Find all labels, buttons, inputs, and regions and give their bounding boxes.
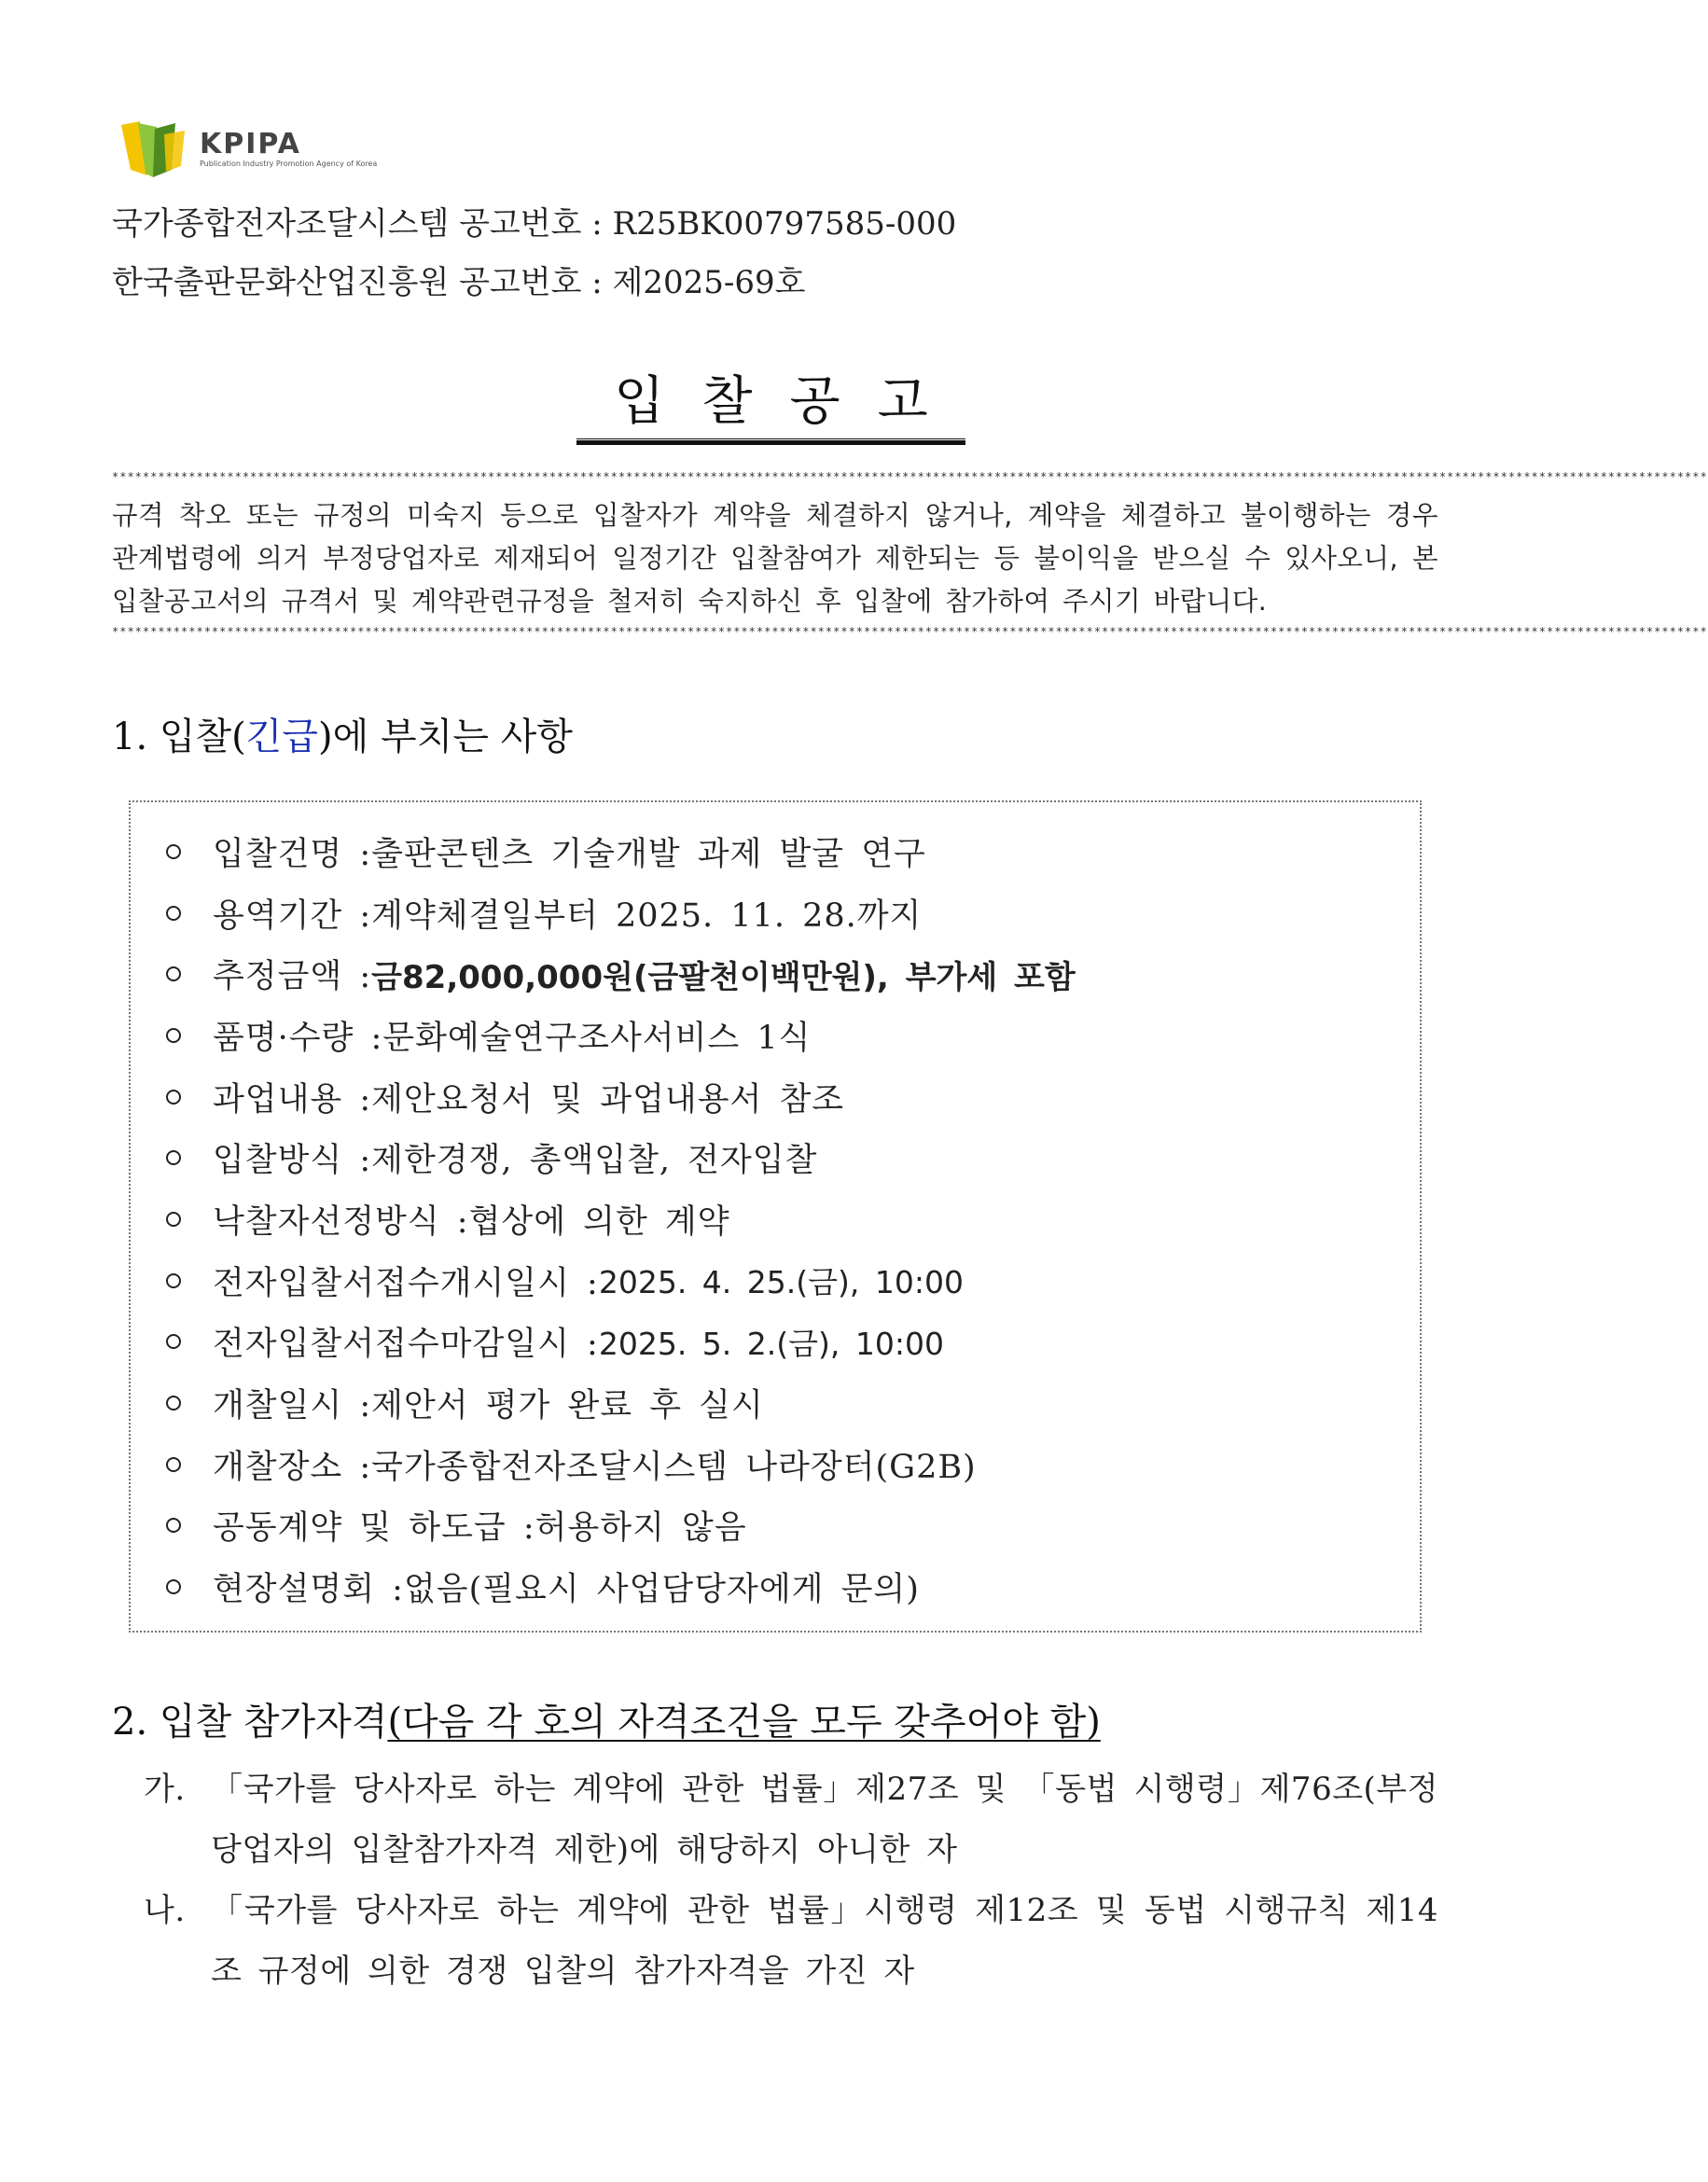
warning-paragraph: 규격 착오 또는 규정의 미숙지 등으로 입찰자가 계약을 체결하지 않거나, 계약을 체결하고 불이행하는 경우 관계법령에 의거 부정당업자로 제재되어 일정기간 입찰참여가 제한되는 등 불이익을 받으실 수 있사오니, 본 입찰공고서의 규격서 및 계약관련규정을 철저히 숙지하신 후 입찰에 참가하여 주시기 바랍니다. [112,500,1438,617]
circle-bullet-icon [166,906,181,921]
list-item: 나. 「국가를 당사자로 하는 계약에 관한 법률」시행령 제12조 및 동법 시행규칙 제14조 규정에 의한 경쟁 입찰의 참가자격을 가진 자 [112,1881,1438,2002]
circle-bullet-icon [166,1212,181,1227]
list-item: 공동계약 및 하도급 : 허용하지 않음 [166,1495,1076,1557]
circle-bullet-icon [166,1150,181,1165]
circle-bullet-icon [166,1579,181,1594]
kpipa-book-icon [119,119,192,179]
list-item: 개찰일시 : 제안서 평가 완료 후 실시 [166,1372,1076,1434]
list-item: 전자입찰서접수마감일시 : 2025. 5. 2.(금), 10:00 [166,1312,1076,1373]
star-divider-bottom: **************************************************************************************************************************************************************************************************************** [112,625,1708,638]
kpipa-notice-number: 한국출판문화산업진흥원 공고번호 : 제2025-69호 [112,264,806,301]
logo-subtitle: Publication Industry Promotion Agency of Korea [200,160,378,168]
circle-bullet-icon [166,1457,181,1472]
list-marker: 가. [144,1771,186,1808]
circle-bullet-icon [166,1334,181,1349]
section-2-qualifier: (다음 각 호의 자격조건을 모두 갖추어야 함) [387,1701,1101,1744]
list-item: 용역기간 : 계약체결일부터 2025. 11. 28.까지 [166,883,1076,944]
list-item: 개찰장소 : 국가종합전자조달시스템 나라장터(G2B) [166,1434,1076,1495]
section-1-heading: 1. 입찰(긴급)에 부치는 사항 [112,716,573,758]
circle-bullet-icon [166,1518,181,1533]
bid-details-list [166,821,1076,1618]
star-divider-top: **************************************************************************************************************************************************************************************************************** [112,470,1708,483]
list-item: 추정금액 : 금82,000,000원(금팔천이백만원), 부가세 포함 [166,943,1076,1005]
list-item: 입찰방식 : 제한경쟁, 총액입찰, 전자입찰 [166,1127,1076,1188]
list-marker: 나. [144,1892,186,1929]
list-item: 전자입찰서접수개시일시 : 2025. 4. 25.(금), 10:00 [166,1250,1076,1312]
list-item: 현장설명회 : 없음(필요시 사업담당자에게 문의) [166,1556,1076,1618]
circle-bullet-icon [166,1396,181,1411]
circle-bullet-icon [166,1028,181,1043]
bid-details-box [129,800,1422,1633]
qualification-list [112,1759,1438,2002]
logo-name: KPIPA [200,128,301,160]
list-item: 입찰건명 : 출판콘텐츠 기술개발 과제 발굴 연구 [166,821,1076,883]
list-item: 가. 「국가를 당사자로 하는 계약에 관한 법률」제27조 및 「동법 시행령」제76조(부정당업자의 입찰참가자격 제한)에 해당하지 아니한 자 [112,1759,1438,1881]
g2b-notice-number: 국가종합전자조달시스템 공고번호 : R25BK00797585-000 [112,205,957,243]
kpipa-logo [119,119,377,179]
list-item: 낙찰자선정방식 : 협상에 의한 계약 [166,1188,1076,1250]
list-item: 품명·수량 : 문화예술연구조사서비스 1식 [166,1005,1076,1066]
list-item: 과업내용 : 제안요청서 및 과업내용서 참조 [166,1066,1076,1128]
urgent-label: 긴급 [245,716,319,758]
section-2-heading: 2. 입찰 참가자격(다음 각 호의 자격조건을 모두 갖추어야 함) [112,1701,1101,1744]
circle-bullet-icon [166,1090,181,1105]
circle-bullet-icon [166,1273,181,1288]
page-title: 입찰공고 [576,371,965,441]
circle-bullet-icon [166,966,181,981]
circle-bullet-icon [166,844,181,859]
